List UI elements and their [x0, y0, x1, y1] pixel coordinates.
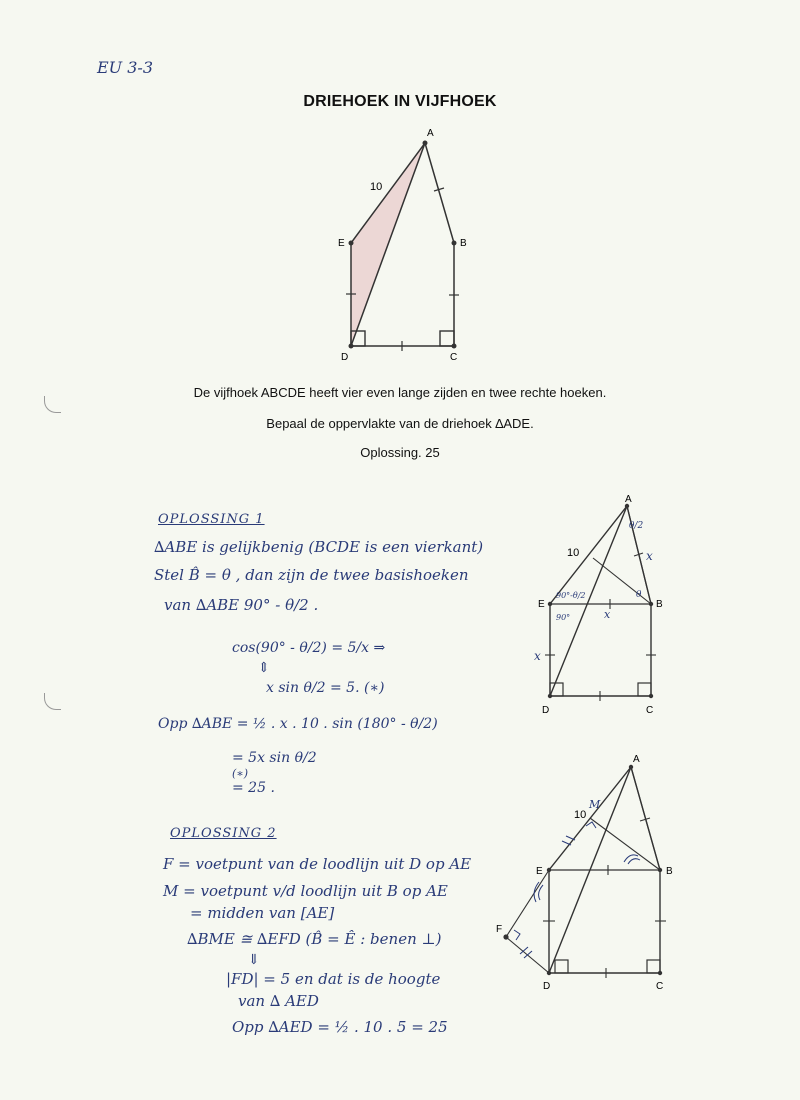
solution2-line-7: van ∆ AED	[238, 992, 319, 1010]
page-title: DRIEHOEK IN VIJFHOEK	[303, 93, 497, 110]
solution2-line-5: ⇓	[248, 952, 260, 968]
s2-label-d: D	[543, 981, 551, 992]
solution1-line-1: ∆ABE is gelijkbenig (BCDE is een vierkant)	[154, 538, 484, 556]
label-side-10: 10	[370, 181, 383, 193]
solution1-line-7: Opp ∆ABE = ½ . x . 10 . sin (180° - θ/2)	[158, 716, 438, 732]
punch-hole-2	[44, 693, 61, 710]
s2-label-a: A	[633, 754, 640, 765]
problem-question: Bepaal de oppervlakte van de driehoek ∆ADE.	[266, 416, 534, 431]
pentagon-figure	[330, 120, 480, 365]
solution1-figure	[520, 490, 680, 720]
s2-label-m: M	[589, 798, 601, 811]
solution2-line-2: M = voetpunt v/d loodlijn uit B op AE	[163, 882, 448, 900]
s2-label-b: B	[666, 866, 673, 877]
s2-label-side: 10	[574, 809, 587, 821]
s1-label-theta: θ	[636, 590, 642, 600]
s1-label-x-de: x	[534, 649, 541, 663]
problem-answer: Oplossing. 25	[360, 445, 440, 460]
solution1-line-6: x sin θ/2 = 5. (∗)	[266, 680, 385, 696]
exercise-code: EU 3-3	[97, 58, 154, 77]
punch-hole-1	[44, 396, 61, 413]
label-b: B	[460, 238, 467, 249]
solution1-line-2: Stel B̂ = θ , dan zijn de twee basishoeken	[154, 566, 469, 584]
solution1-line-4: cos(90° - θ/2) = 5/x ⇒	[232, 640, 386, 656]
s1-label-b: B	[656, 599, 663, 610]
label-a: A	[427, 128, 434, 139]
solution1-line-10: = 25 .	[232, 780, 275, 796]
s1-label-x-eb: x	[604, 608, 611, 621]
label-d: D	[341, 352, 349, 363]
solution1-line-8: = 5x sin θ/2	[232, 750, 317, 766]
solution1-line-5: ⇕	[258, 660, 270, 676]
problem-statement: De vijfhoek ABCDE heeft vier even lange zijden en twee rechte hoeken.	[193, 385, 607, 400]
label-c: C	[450, 352, 458, 363]
right-angle-c	[440, 331, 454, 346]
s1-label-right: 90°	[556, 613, 571, 622]
solution2-line-4: ∆BME ≅ ∆EFD (B̂ = Ê : benen ⊥)	[187, 930, 442, 948]
solution1-line-3: van ∆ABE 90° - θ/2 .	[164, 596, 319, 614]
s1-label-a: A	[625, 494, 632, 505]
solution2-line-8: Opp ∆AED = ½ . 10 . 5 = 25	[232, 1018, 448, 1036]
s1-label-x-ab: x	[646, 549, 653, 563]
solution2-figure	[490, 750, 690, 995]
solution1-heading: OPLOSSING 1	[158, 512, 265, 527]
s2-label-e: E	[536, 866, 543, 877]
solution2-line-3: = midden van [AE]	[190, 904, 335, 922]
solution1-line-9: (∗)	[232, 767, 249, 780]
s1-label-d: D	[542, 705, 550, 716]
solution2-line-1: F = voetpunt van de loodlijn uit D op AE	[163, 855, 472, 873]
s1-label-e: E	[538, 599, 545, 610]
s2-label-c: C	[656, 981, 664, 992]
s1-label-angle-e: 90°-θ/2	[556, 591, 586, 600]
solution2-heading: OPLOSSING 2	[170, 826, 277, 841]
solution2-line-6: |FD| = 5 en dat is de hoogte	[226, 970, 441, 988]
s2-label-f: F	[496, 924, 503, 935]
s1-label-c: C	[646, 705, 654, 716]
s1-label-theta-half: θ/2	[629, 521, 644, 531]
s1-label-side: 10	[567, 547, 580, 559]
label-e: E	[338, 238, 345, 249]
